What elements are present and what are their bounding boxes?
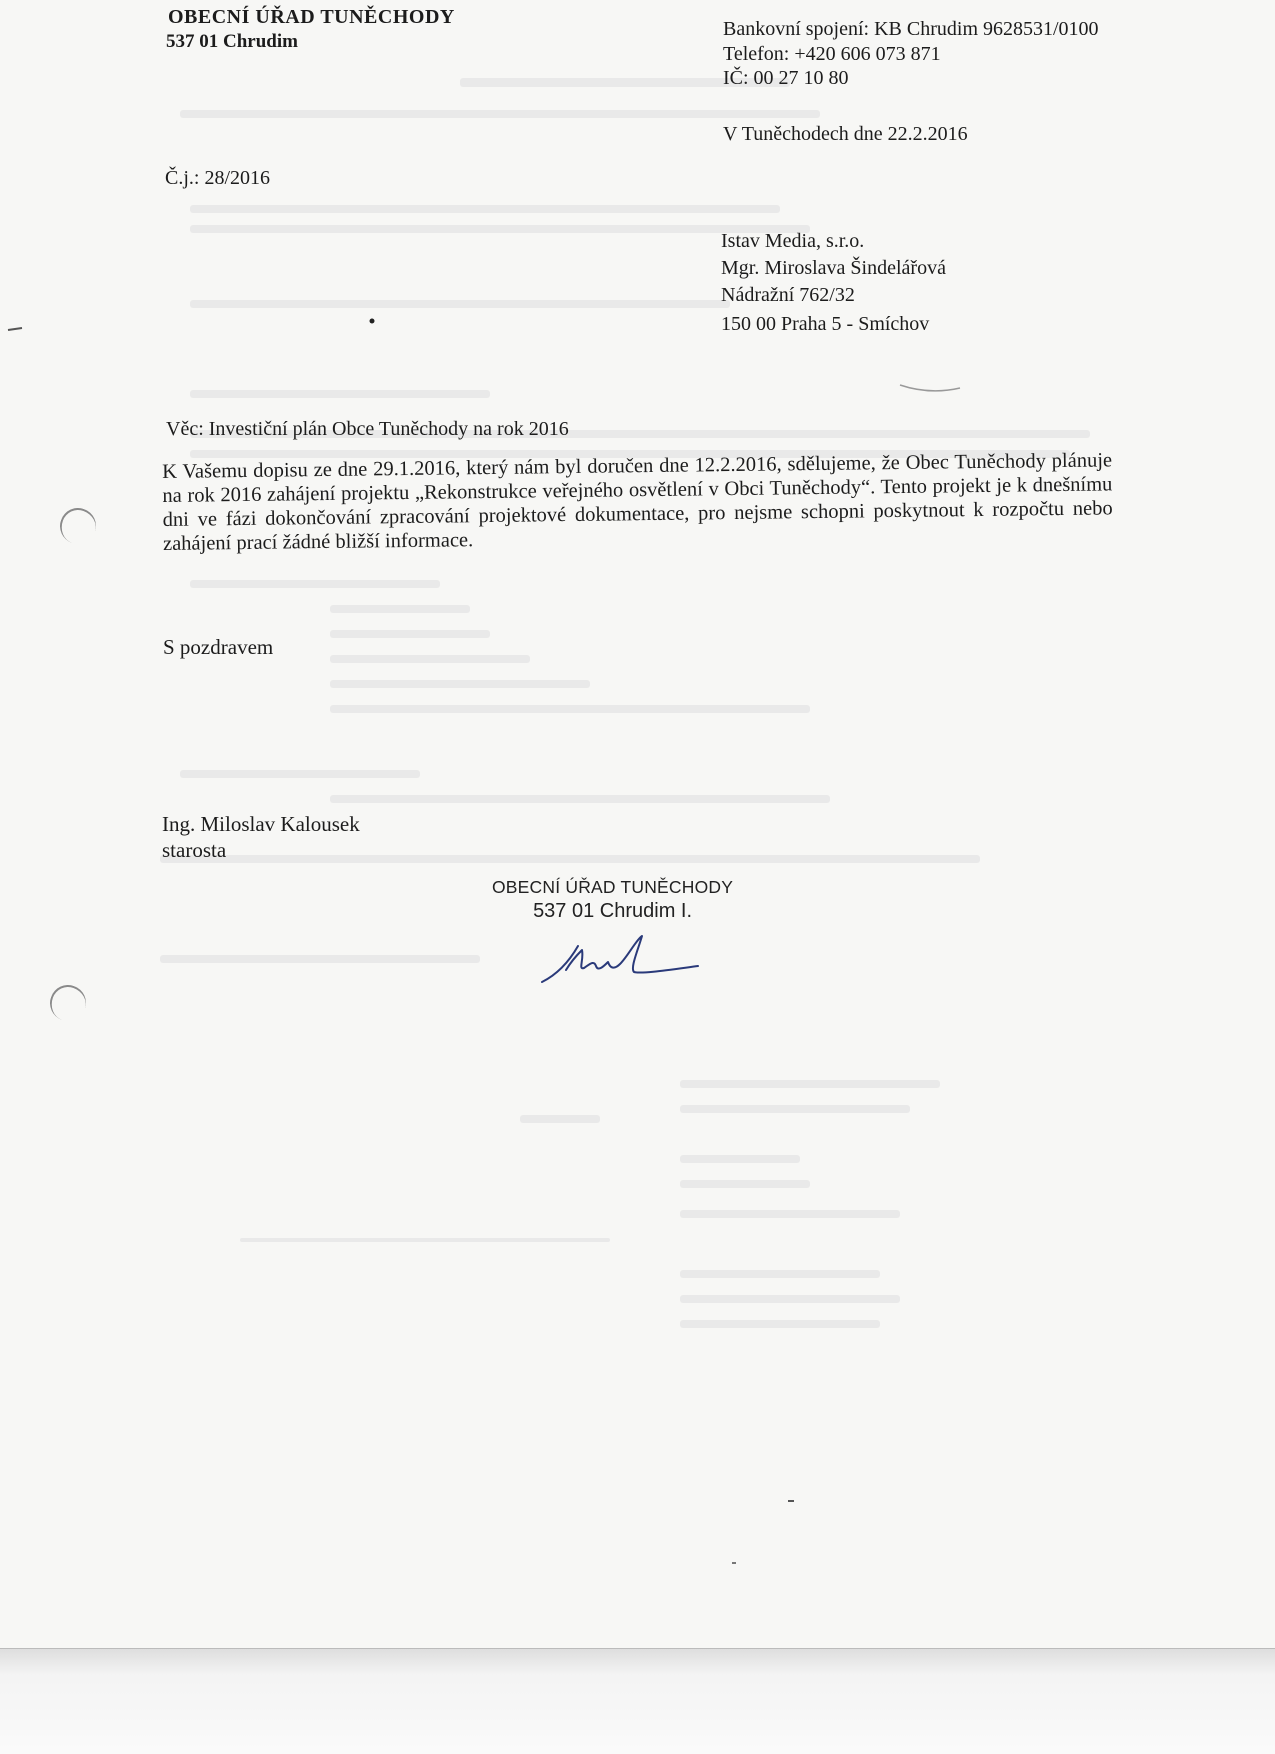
phone-number: Telefon: +420 606 073 871 <box>723 43 941 65</box>
office-city: 537 01 Chrudim <box>166 31 298 52</box>
place-and-date: V Tuněchodech dne 22.2.2016 <box>723 123 968 145</box>
letter-body: K Vašemu dopisu ze dne 29.1.2016, který nám byl doručen dne 12.2.2016, sdělujeme, že Obec Tuněchody plánuje na rok 2016 zahájení projektu „Rekonstrukce veřejného osvětlení v Obci Tuněchody“. Tento projekt je k dnešnímu dni ve fázi dokončování zpracování projektové dokumentace, pro nejsme schopni poskytnout k rozpočtu nebo zahájení prací žádné bližší informace. <box>162 449 1113 555</box>
company-id: IČ: 00 27 10 80 <box>723 67 849 89</box>
reference-number: Č.j.: 28/2016 <box>165 167 271 189</box>
recipient-company: Istav Media, s.r.o. <box>721 230 865 252</box>
greeting: S pozdravem <box>163 635 274 659</box>
signer-name: Ing. Miloslav Kalousek <box>162 812 360 836</box>
paper-bottom-edge <box>0 1648 1275 1754</box>
stamp-line-1: OBECNÍ ÚŘAD TUNĚCHODY <box>492 877 734 897</box>
signer-title: starosta <box>162 838 227 862</box>
recipient-street: Nádražní 762/32 <box>721 284 855 306</box>
subject-line: Věc: Investiční plán Obce Tuněchody na rok 2016 <box>166 418 569 440</box>
stamp-line-2: 537 01 Chrudim I. <box>533 900 693 922</box>
recipient-city: 150 00 Praha 5 - Smíchov <box>721 313 930 335</box>
office-name: OBECNÍ ÚŘAD TUNĚCHODY <box>168 6 455 28</box>
recipient-person: Mgr. Miroslava Šindelářová <box>721 257 946 279</box>
bank-account: Bankovní spojení: KB Chrudim 9628531/0100 <box>723 18 1099 40</box>
